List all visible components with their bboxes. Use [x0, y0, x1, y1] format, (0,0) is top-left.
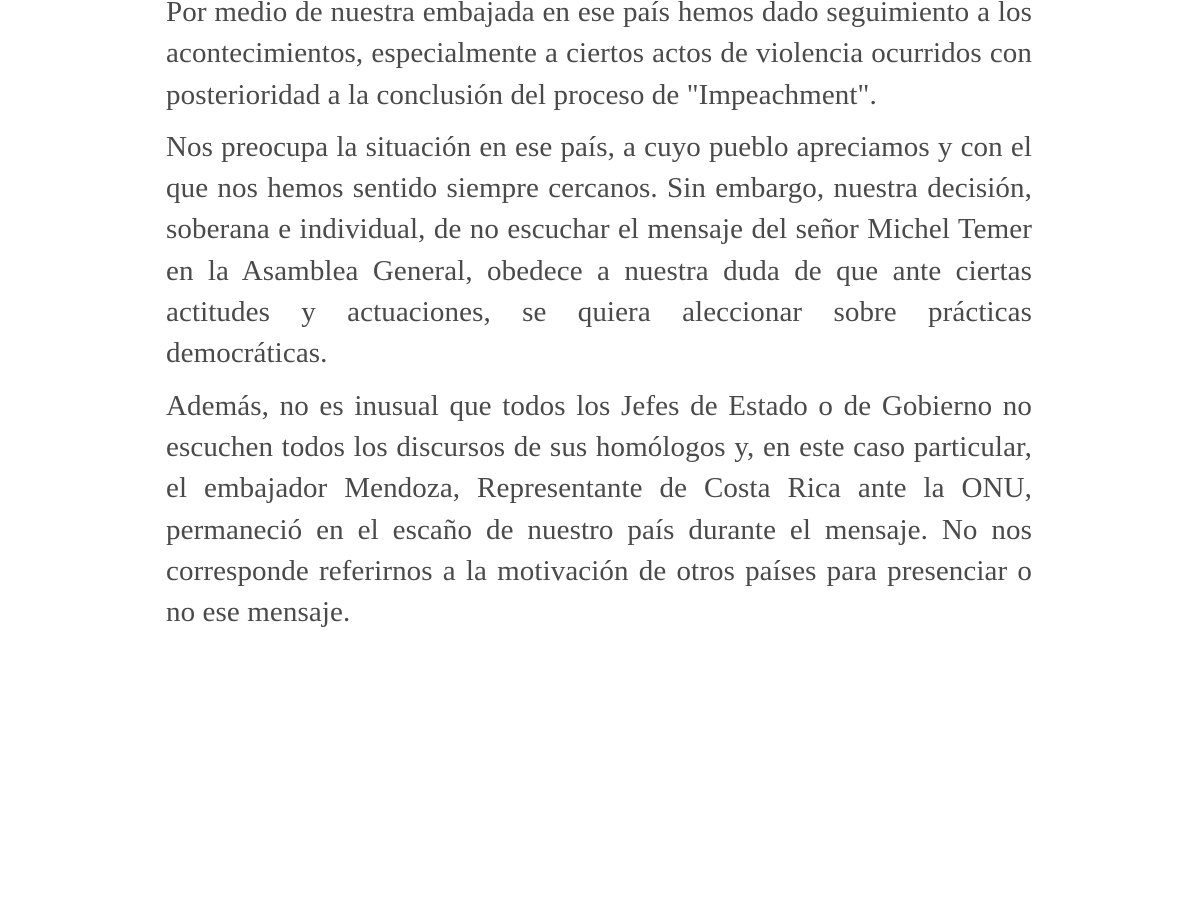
paragraph-embassy-followup: Por medio de nuestra embajada en ese país hemos dado seguimiento a los acontecimientos, especialmente a ciertos actos de violencia ocurridos con posterioridad a la conclusión del proceso de "Impeachment". — [166, 0, 1032, 111]
paragraph-ambassador-presence: Además, no es inusual que todos los Jefes de Estado o de Gobierno no escuchen todos los discursos de sus homólogos y, en este caso particular, el embajador Mendoza, Representante de Costa Rica ante la ONU, permaneció en el escaño de nuestro país durante el mensaje. No nos corresponde referirnos a la motivación de otros países para presenciar o no ese mensaje. — [166, 389, 1032, 629]
paragraph-concern-decision: Nos preocupa la situación en ese país, a cuyo pueblo apreciamos y con el que nos hemos sentido siempre cercanos. Sin embargo, nuestra decisión, soberana e individual, de no escuchar el mensaje del señor Michel Temer en la Asamblea General, obedece a nuestra duda de que ante ciertas actitudes y actuaciones, se quiera aleccionar sobre prácticas democráticas. — [166, 130, 1032, 370]
document-body — [166, 0, 1032, 644]
